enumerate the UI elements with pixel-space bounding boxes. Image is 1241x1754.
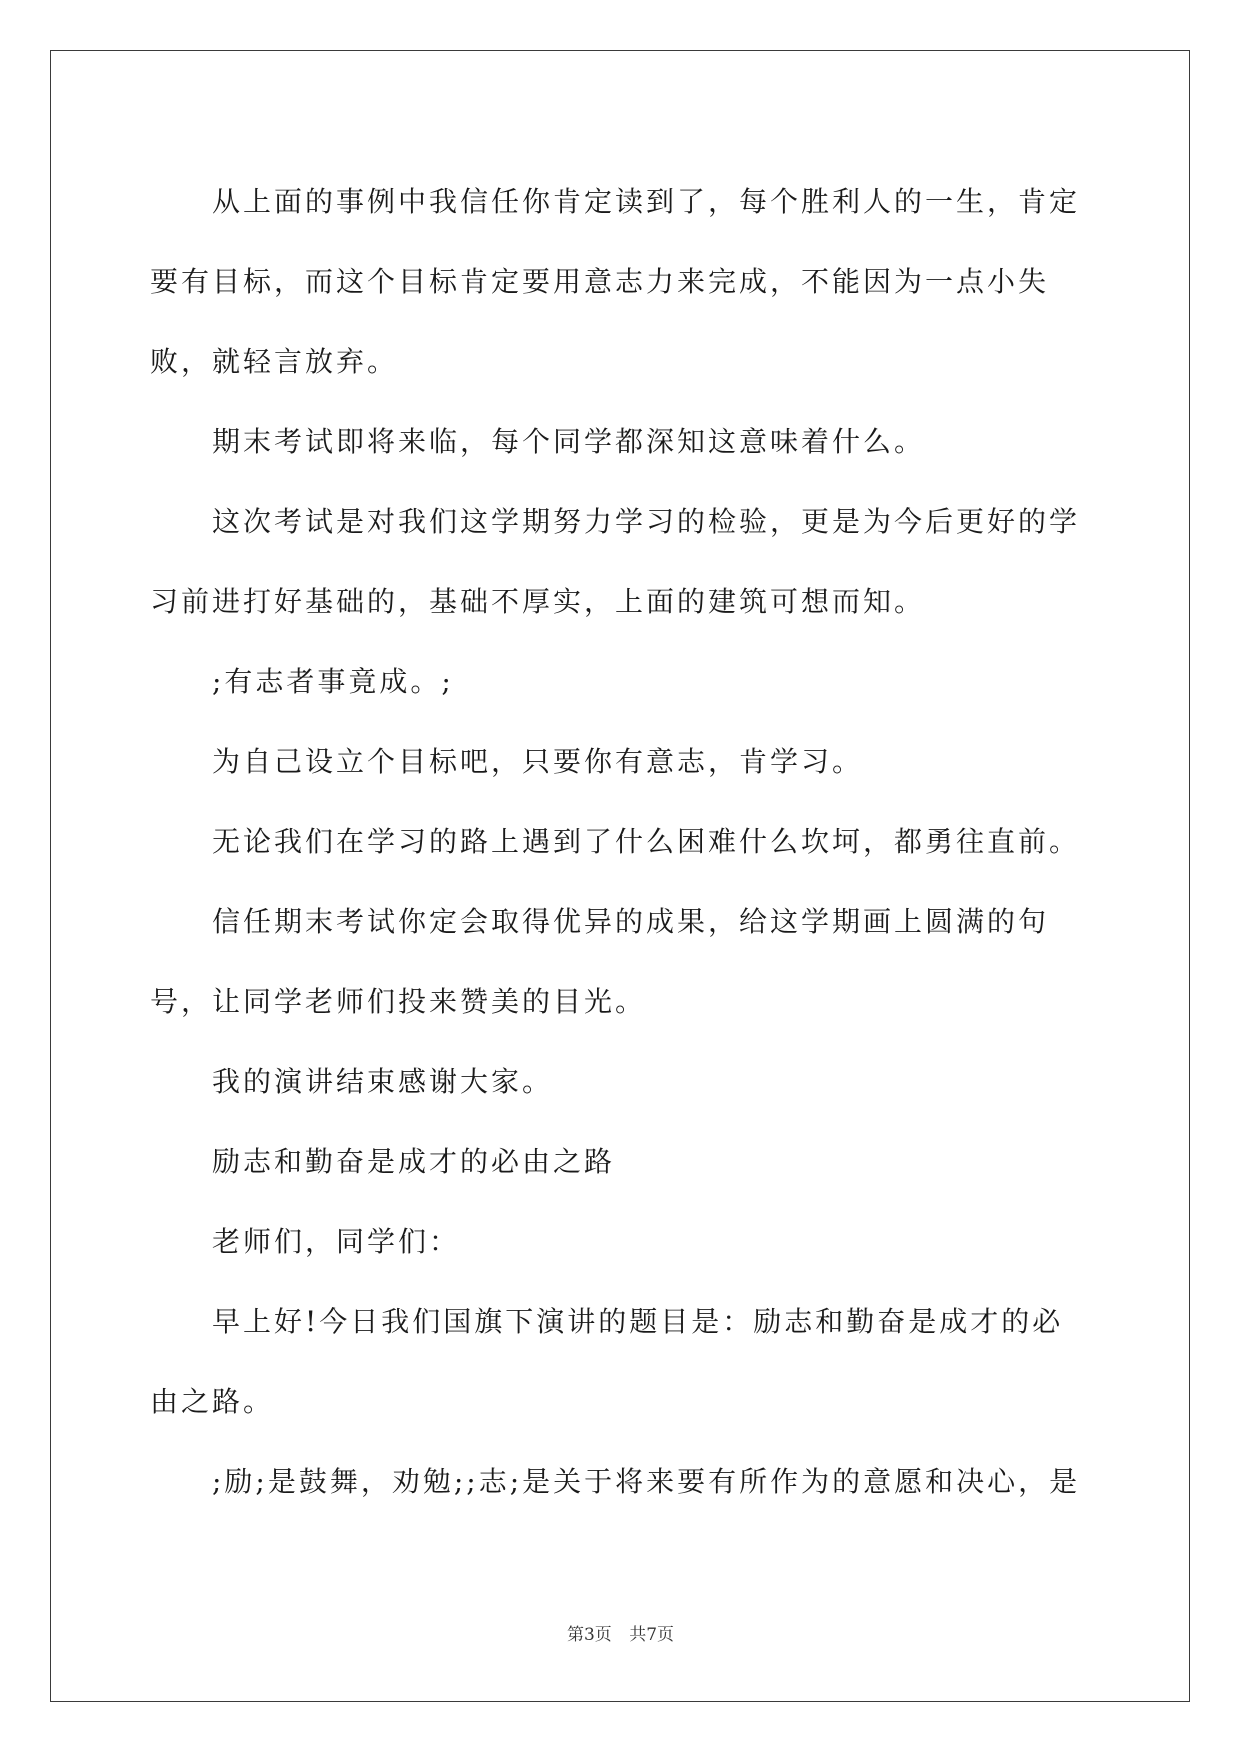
page-total: 共7页	[629, 1625, 675, 1645]
paragraph: ;有志者事竟成。;	[212, 665, 454, 698]
paragraph: 从上面的事例中我信任你肯定读到了，每个胜利人的一生，肯定要有目标，而这个目标肯定要用意志力来完成，不能因为一点小失败，就轻言放弃。	[150, 185, 1081, 378]
paragraph: 早上好!今日我们国旗下演讲的题目是：励志和勤奋是成才的必由之路。	[150, 1305, 1064, 1418]
salutation: 老师们，同学们：	[212, 1225, 461, 1258]
paragraph: 无论我们在学习的路上遇到了什么困难什么坎坷，都勇往直前。	[212, 825, 1081, 858]
paragraph: ;励;是鼓舞，劝勉;;志;是关于将来要有所作为的意愿和决心，是	[212, 1465, 1081, 1498]
paragraph: 为自己设立个目标吧，只要你有意志，肯学习。	[212, 745, 864, 778]
paragraph: 这次考试是对我们这学期努力学习的检验，更是为今后更好的学习前进打好基础的，基础不厚实，上面的建筑可想而知。	[150, 505, 1081, 618]
page-footer	[0, 1620, 1241, 1645]
document-body	[150, 162, 1085, 1522]
section-heading: 励志和勤奋是成才的必由之路	[212, 1145, 616, 1178]
paragraph: 期末考试即将来临，每个同学都深知这意味着什么。	[212, 425, 926, 458]
paragraph: 信任期末考试你定会取得优异的成果，给这学期画上圆满的句号，让同学老师们投来赞美的目光。	[150, 905, 1050, 1018]
paragraph: 我的演讲结束感谢大家。	[212, 1065, 554, 1098]
page-number: 第3页	[566, 1625, 612, 1645]
